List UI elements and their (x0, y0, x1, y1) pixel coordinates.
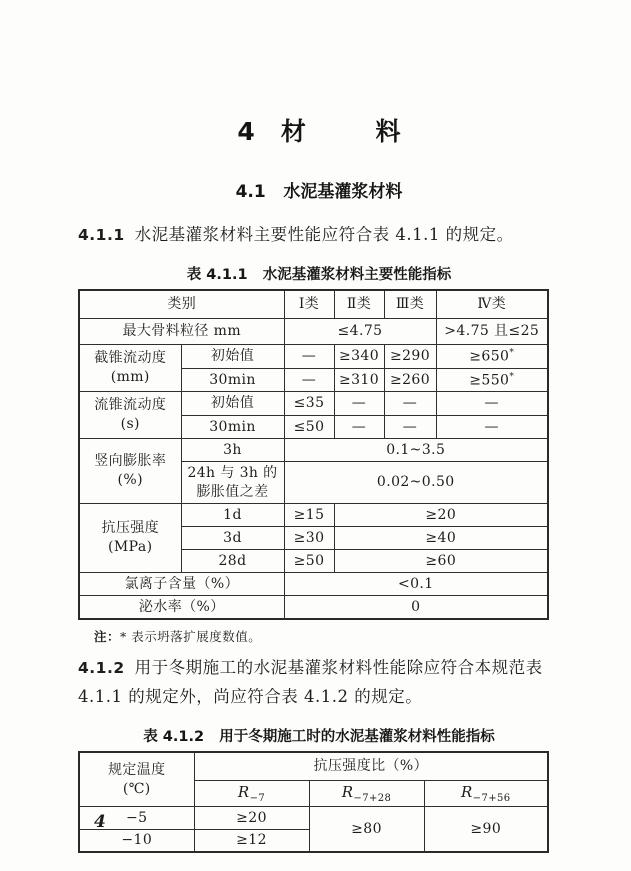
t1-funnel-flow-group-name: 流锥流动度 (94, 397, 167, 414)
t1-funnel-flow-initial-c3: — (384, 392, 436, 416)
t1-compressive-3d-c234: ≥40 (334, 527, 548, 550)
t2-temp-header (79, 752, 194, 807)
t1-cone-flow-initial-c4-value: ≥650 (469, 348, 510, 365)
r-subscript: −7+56 (472, 792, 511, 804)
t1-header-class4: Ⅳ类 (436, 290, 548, 319)
t1-cone-flow-30min-c3: ≥260 (384, 369, 436, 392)
t2-header-r756 (424, 781, 548, 807)
r-symbol: R (237, 783, 250, 802)
t1-cone-flow-initial-c1: — (284, 345, 334, 369)
t1-max-aggregate-class123: ≤4.75 (284, 319, 436, 345)
t1-compressive-28d-c234: ≥60 (334, 550, 548, 573)
t1-funnel-flow-group-unit: (s) (120, 416, 140, 433)
t1-compressive-group-name: 抗压强度 (101, 520, 160, 537)
t1-chloride-value: <0.1 (284, 573, 548, 596)
t2-header-r728 (309, 781, 424, 807)
t1-cone-flow-group-unit: (mm) (110, 369, 150, 386)
clause-4-1-2 (78, 654, 560, 712)
t1-cone-flow-30min-c2: ≥310 (334, 369, 384, 392)
page-number: 4 (94, 812, 106, 832)
clause-4-1-1 (78, 221, 560, 250)
t2-merged-r756: ≥90 (424, 807, 548, 852)
t1-funnel-flow-initial-c2: — (334, 392, 384, 416)
t1-compressive-28d-c1: ≥50 (284, 550, 334, 573)
t1-cone-flow-30min-label: 30min (181, 369, 284, 392)
t1-expansion-24h-label: 24h 与 3h 的膨胀值之差 (181, 462, 284, 504)
clause-4-1-2-line2: 4.1.1 的规定外，尚应符合表 4.1.2 的规定。 (78, 686, 423, 706)
t1-header-class1: Ⅰ类 (284, 290, 334, 319)
chapter-heading: 4 材 料 (237, 117, 401, 146)
table-row (79, 319, 548, 345)
t1-compressive-28d-label: 28d (181, 550, 284, 573)
footnote-asterisk: * (509, 371, 515, 382)
t1-compressive-group (79, 504, 181, 573)
t2-minus5-r7: ≥20 (194, 807, 309, 830)
note-label: 注： (94, 628, 121, 644)
section-heading: 4.1 水泥基灌浆材料 (235, 182, 403, 202)
t1-bleeding-value: 0 (284, 596, 548, 619)
clause-4-1-1-text: 水泥基灌浆材料主要性能应符合表 4.1.1 的规定。 (134, 225, 514, 244)
t1-funnel-flow-30min-label: 30min (181, 416, 284, 439)
t2-minus10-label: −10 (79, 830, 194, 852)
t1-cone-flow-initial-c3: ≥290 (384, 345, 436, 369)
t2-merged-r728: ≥80 (309, 807, 424, 852)
t1-funnel-flow-initial-c1: ≤35 (284, 392, 334, 416)
r-symbol: R (460, 783, 473, 802)
table-row (79, 807, 548, 830)
t1-compressive-1d-c1: ≥15 (284, 504, 334, 527)
t2-temp-label: 规定温度 (107, 761, 166, 778)
t1-expansion-group-unit: (%) (117, 472, 143, 489)
t1-expansion-group-name: 竖向膨胀率 (94, 453, 167, 470)
t1-header-class2: Ⅱ类 (334, 290, 384, 319)
t1-max-aggregate-label: 最大骨料粒径 mm (79, 319, 284, 345)
t1-cone-flow-initial-c4 (436, 345, 548, 369)
t2-header-r7 (194, 781, 309, 807)
table-row (79, 345, 548, 369)
t1-chloride-label: 氯离子含量（%） (79, 573, 284, 596)
t2-ratio-header: 抗压强度比（%） (194, 752, 548, 781)
t1-max-aggregate-class4: >4.75 且≤25 (436, 319, 548, 345)
table-2-caption: 表 4.1.2 用于冬期施工时的水泥基灌浆材料性能指标 (143, 728, 495, 745)
t1-cone-flow-group-name: 截锥流动度 (94, 350, 167, 367)
table-row (79, 573, 548, 596)
t1-bleeding-label: 泌水率（%） (79, 596, 284, 619)
t1-cone-flow-30min-c4 (436, 369, 548, 392)
t1-compressive-group-unit: (MPa) (108, 539, 153, 556)
t1-funnel-flow-initial-label: 初始值 (181, 392, 284, 416)
clause-4-1-2-number: 4.1.2 (78, 658, 125, 677)
table-2-winter-performance (78, 751, 549, 854)
t1-expansion-group (79, 439, 181, 504)
clause-4-1-2-line1: 用于冬期施工的水泥基灌浆材料性能除应符合本规范表 (134, 657, 543, 677)
t1-expansion-3h-value: 0.1~3.5 (284, 439, 548, 462)
r-subscript: −7 (249, 792, 266, 804)
t1-expansion-3h-label: 3h (181, 439, 284, 462)
t1-cone-flow-initial-c2: ≥340 (334, 345, 384, 369)
t1-compressive-3d-c1: ≥30 (284, 527, 334, 550)
t1-funnel-flow-30min-c1: ≤50 (284, 416, 334, 439)
t1-cone-flow-group (79, 345, 181, 392)
t1-funnel-flow-group (79, 392, 181, 439)
t1-compressive-1d-c234: ≥20 (334, 504, 548, 527)
table-row (79, 504, 548, 527)
clause-4-1-1-number: 4.1.1 (78, 226, 125, 244)
footnote-asterisk: * (509, 348, 515, 359)
table-row (79, 439, 548, 462)
table-1-caption: 表 4.1.1 水泥基灌浆材料主要性能指标 (186, 266, 452, 283)
t1-funnel-flow-30min-c3: — (384, 416, 436, 439)
t1-cone-flow-30min-c1: — (284, 369, 334, 392)
t1-cone-flow-initial-label: 初始值 (181, 345, 284, 369)
t1-funnel-flow-30min-c2: — (334, 416, 384, 439)
t1-expansion-24h-value: 0.02~0.50 (284, 462, 548, 504)
t1-header-category: 类别 (79, 290, 284, 319)
table-row (79, 596, 548, 619)
r-subscript: −7+28 (353, 792, 392, 804)
table-row (79, 752, 548, 781)
t1-compressive-3d-label: 3d (181, 527, 284, 550)
r-symbol: R (341, 783, 354, 802)
t1-funnel-flow-initial-c4: — (436, 392, 548, 416)
t1-compressive-1d-label: 1d (181, 504, 284, 527)
t2-temp-unit: (℃) (122, 780, 151, 797)
table-row (79, 290, 548, 319)
page-content (78, 0, 560, 853)
t1-header-class3: Ⅲ类 (384, 290, 436, 319)
t1-funnel-flow-30min-c4: — (436, 416, 548, 439)
t1-cone-flow-30min-c4-value: ≥550 (469, 372, 510, 389)
t2-minus10-r7: ≥12 (194, 830, 309, 852)
table-1-note (94, 627, 560, 645)
table-1-performance-indicators (78, 289, 549, 620)
table-row (79, 392, 548, 416)
note-text: * 表示坍落扩展度数值。 (120, 628, 262, 644)
t2-minus5-label: −5 (79, 807, 194, 830)
